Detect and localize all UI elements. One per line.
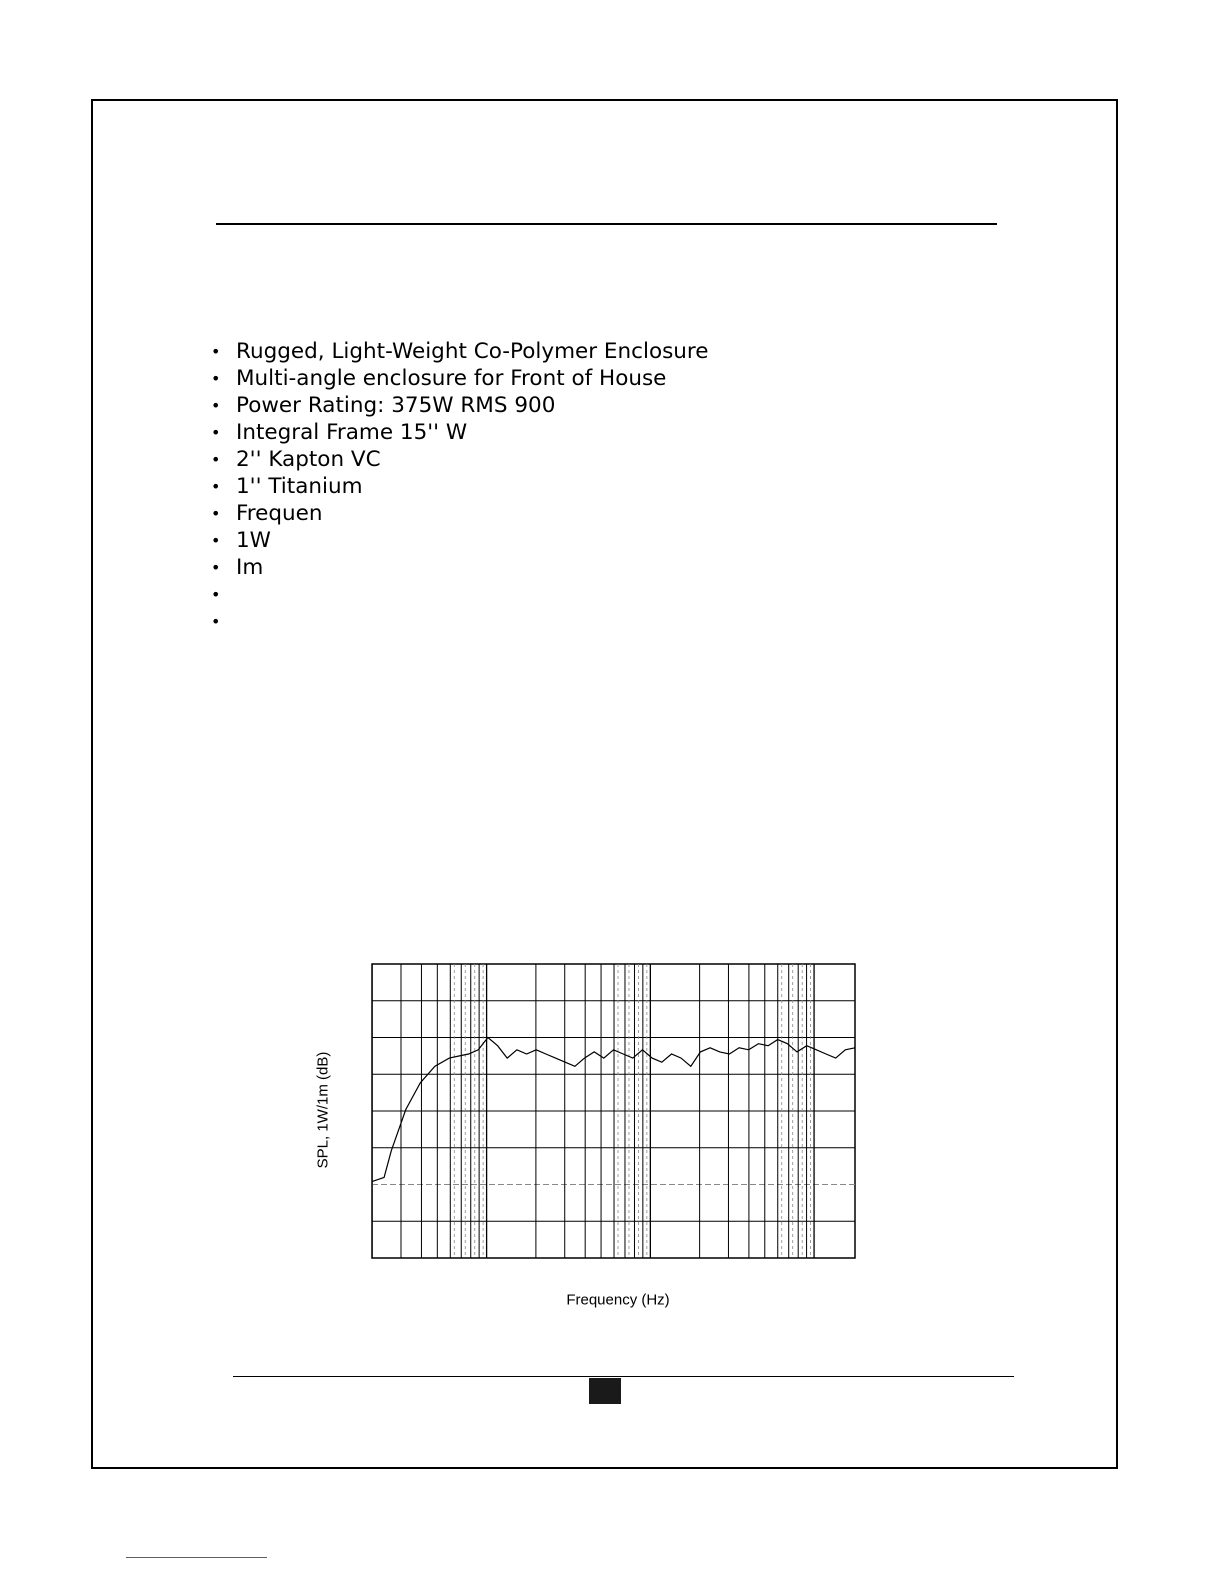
feature-item	[208, 527, 709, 554]
feature-text: Multi-angle enclosure for Front of House	[236, 366, 667, 391]
page-number-box	[589, 1378, 621, 1404]
feature-item	[208, 473, 709, 500]
feature-item	[208, 554, 709, 581]
footer-rule	[233, 1376, 1014, 1377]
frequency-response-chart	[300, 950, 880, 1330]
bullet-icon: •	[211, 477, 221, 496]
bullet-icon: •	[211, 531, 221, 550]
spl-curve	[372, 1038, 855, 1182]
feature-item	[208, 338, 709, 365]
chart-y-axis-label: SPL, 1W/1m (dB)	[314, 1051, 332, 1169]
header-rule	[216, 223, 997, 225]
feature-item	[208, 446, 709, 473]
bullet-icon: •	[211, 504, 221, 523]
feature-text: 1W	[236, 528, 271, 553]
feature-item	[208, 581, 709, 608]
feature-text: Integral Frame 15'' W	[236, 420, 468, 445]
footer-link-underline[interactable]	[126, 1557, 267, 1558]
chart-svg	[300, 950, 880, 1330]
bullet-icon: •	[211, 585, 221, 604]
bullet-icon: •	[211, 342, 221, 361]
chart-x-axis-label: Frequency (Hz)	[566, 1291, 670, 1309]
feature-text: Power Rating: 375W RMS 900	[236, 393, 556, 418]
feature-text: Im	[236, 555, 264, 580]
feature-item	[208, 365, 709, 392]
feature-item	[208, 608, 709, 635]
feature-item	[208, 500, 709, 527]
feature-item	[208, 392, 709, 419]
feature-text: 1'' Titanium	[236, 474, 363, 499]
bullet-icon: •	[211, 423, 221, 442]
feature-item	[208, 419, 709, 446]
bullet-icon: •	[211, 369, 221, 388]
feature-text: Frequen	[236, 501, 323, 526]
bullet-icon: •	[211, 396, 221, 415]
feature-text: Rugged, Light-Weight Co-Polymer Enclosure	[236, 339, 709, 364]
feature-text: 2'' Kapton VC	[236, 447, 381, 472]
bullet-icon: •	[211, 450, 221, 469]
feature-list	[208, 338, 709, 635]
bullet-icon: •	[211, 612, 221, 631]
bullet-icon: •	[211, 558, 221, 577]
